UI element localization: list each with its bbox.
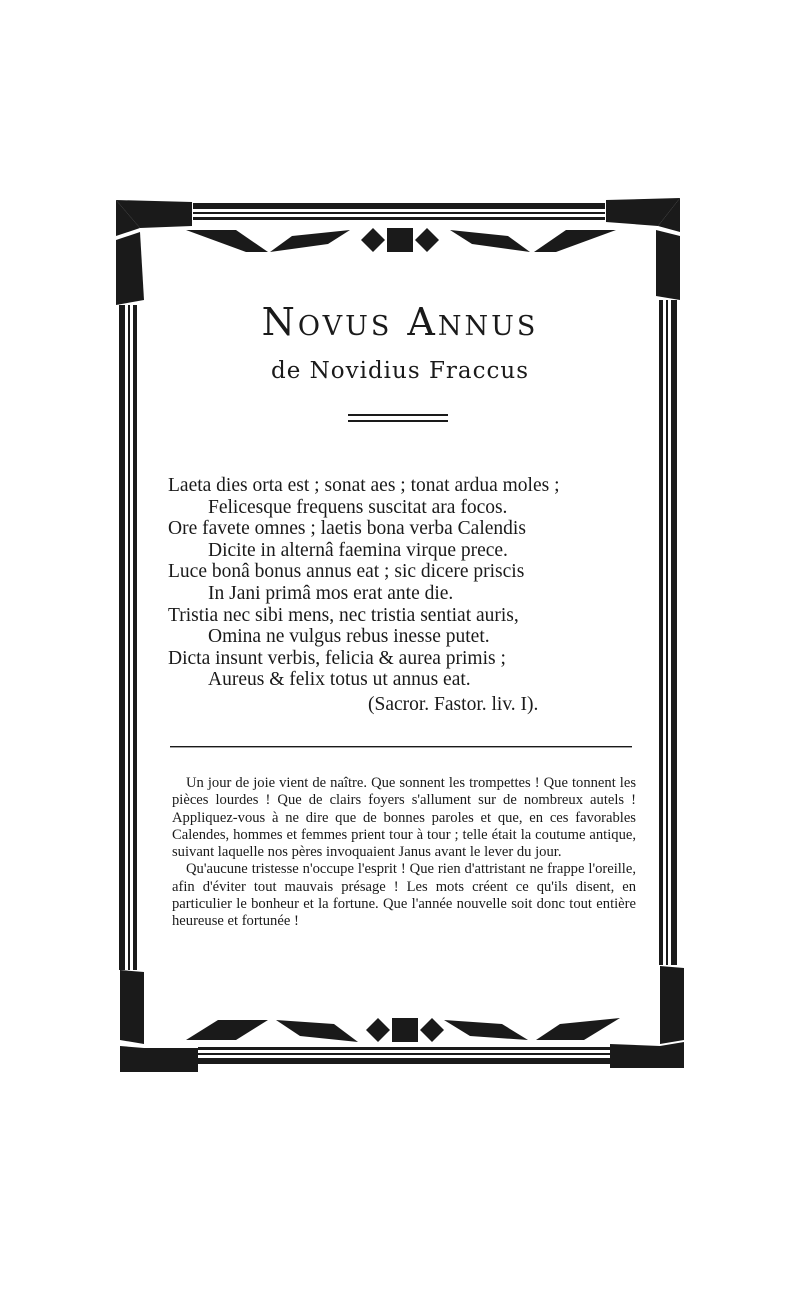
title-underline-1: [348, 414, 448, 416]
title-underline-2: [348, 420, 448, 422]
top-ornament-left-1: [186, 230, 268, 252]
french-translation: [172, 775, 636, 931]
poem-source: (Sacror. Fastor. liv. I).: [368, 693, 539, 715]
top-rule-inner: [193, 217, 605, 220]
bottom-ornament-left-1: [186, 1020, 268, 1040]
poem-line: In Jani primâ mos erat ante die.: [208, 582, 454, 604]
translation-paragraph: Qu'aucune tristesse n'occupe l'esprit ! Que rien d'attristant ne frappe l'oreille, afin d'éviter tout mauvais présage ! Les mots créent ce qu'ils disent, en particulier le bonheur et la fortune. Que l'année nouvelle soit donc tout entière heureuse et fortunée !: [172, 861, 636, 930]
poem-line: Tristia nec sibi mens, nec tristia sentiat auris,: [168, 604, 519, 626]
corner-bottom-left-b: [120, 1046, 198, 1072]
bottom-ornament-diamond-r: [420, 1018, 444, 1042]
corner-bottom-right-b: [610, 1042, 684, 1068]
poem-line: Ore favete omnes ; laetis bona verba Calendis: [168, 518, 526, 540]
poem-line: Laeta dies orta est ; sonat aes ; tonat ardua moles ;: [168, 475, 560, 496]
poem-line: Felicesque frequens suscitat ara focos.: [208, 496, 508, 518]
poem-line: Aureus & felix totus ut annus eat.: [208, 669, 471, 691]
right-rule-mid: [666, 300, 668, 965]
page-title: Novus Annus: [261, 300, 539, 344]
top-ornament-left-2: [270, 230, 350, 252]
bottom-ornament-right-2: [536, 1018, 620, 1040]
bottom-ornament-square: [392, 1018, 418, 1042]
poem-line: Dicta insunt verbis, felicia & aurea primis ;: [168, 647, 506, 669]
top-ornament-right-1: [450, 230, 530, 252]
top-ornament-diamond-r: [415, 228, 439, 252]
right-rule-inner: [659, 300, 663, 965]
bottom-ornament-right-1: [444, 1020, 528, 1040]
left-rule-mid: [128, 305, 130, 970]
corner-bottom-right-a: [660, 966, 684, 1044]
bottom-rule-inner: [198, 1047, 610, 1050]
bottom-ornament-diamond-l: [366, 1018, 390, 1042]
section-separator: [170, 746, 632, 747]
top-rule-outer: [193, 203, 605, 209]
top-rule-mid: [193, 212, 605, 214]
left-rule-inner: [133, 305, 137, 970]
poem-line: Luce bonâ bonus annus eat ; sic dicere priscis: [168, 561, 525, 583]
bottom-rule-mid: [198, 1053, 610, 1055]
left-rule-outer: [119, 305, 125, 970]
corner-bottom-left-a: [120, 970, 144, 1044]
corner-top-right-c: [656, 230, 680, 300]
right-rule-outer: [671, 300, 677, 965]
bottom-ornament-left-2: [276, 1020, 358, 1042]
bottom-rule-outer: [198, 1058, 610, 1064]
poem-line: Dicite in alternâ faemina virque prece.: [208, 539, 508, 561]
latin-poem: [168, 475, 638, 716]
page-subtitle: de Novidius Fraccus: [270, 358, 530, 384]
translation-paragraph: Un jour de joie vient de naître. Que sonnent les trompettes ! Que tonnent les pièces lourdes ! Que de clairs foyers s'allument sur de nombreux autels ! Appliquez-vous à ne dire que de bonnes paroles et que, en ces favorables Calendes, hommes et femmes prient tour à tour ; telle était la coutume antique, suivant laquelle nos pères invoquaient Janus avant le lever du jour.: [172, 775, 636, 861]
top-ornament-diamond-l: [361, 228, 385, 252]
poem-line: Omina ne vulgus rebus inesse putet.: [208, 626, 490, 648]
top-ornament-square: [387, 228, 413, 252]
top-ornament-right-2: [534, 230, 616, 252]
corner-top-left-c: [116, 232, 144, 305]
